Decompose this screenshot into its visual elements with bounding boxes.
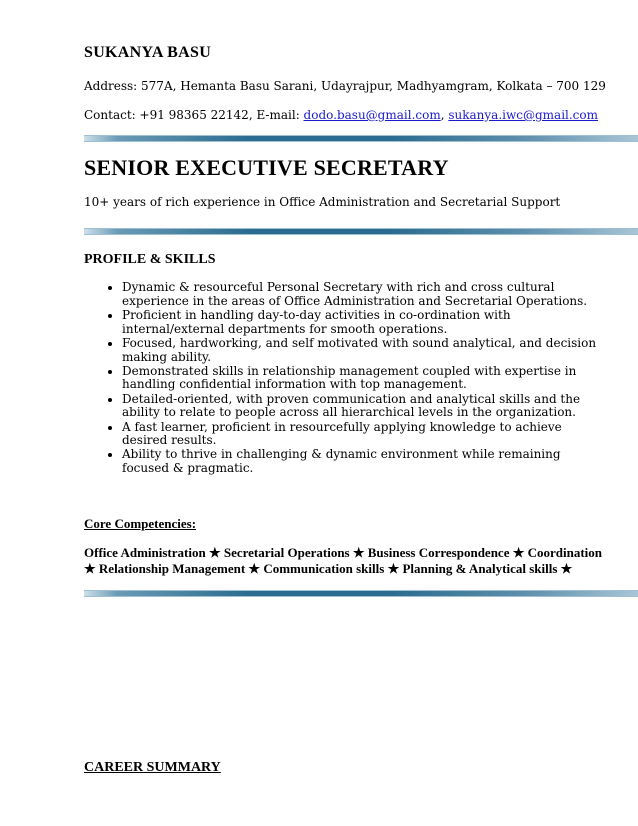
skill-item: • Proficient in handling day-to-day activities in co-ordination with internal/external departments for smooth operations. bbox=[122, 309, 602, 336]
competency-item: Business Correspondence bbox=[367, 545, 510, 560]
competency-item: Communication skills bbox=[263, 560, 385, 576]
email-separator: , bbox=[440, 108, 449, 122]
address-line: Address: 577A, Hemanta Basu Sarani, Udayrajpur, Madhyamgram, Kolkata – 700 129 bbox=[84, 79, 606, 93]
star-icon: ★ bbox=[512, 545, 525, 560]
section-divider bbox=[84, 135, 638, 142]
star-icon: ★ bbox=[560, 560, 573, 576]
competency-item: Secretarial Operations bbox=[223, 545, 350, 560]
skill-item: • Ability to thrive in challenging & dynamic environment while remaining focused & pragmatic. bbox=[122, 448, 602, 475]
star-icon: ★ bbox=[84, 560, 96, 576]
profile-section-title: PROFILE & SKILLS bbox=[84, 252, 216, 267]
email-link-primary[interactable]: dodo.basu@gmail.com bbox=[303, 108, 441, 122]
section-divider bbox=[84, 228, 638, 235]
skills-list bbox=[84, 281, 602, 476]
section-divider bbox=[84, 590, 638, 597]
star-icon: ★ bbox=[352, 545, 365, 560]
contact-line bbox=[84, 108, 598, 122]
candidate-name: SUKANYA BASU bbox=[84, 44, 212, 61]
star-icon: ★ bbox=[387, 560, 400, 576]
competency-item: Office Administration bbox=[84, 545, 206, 560]
contact-prefix: Contact: +91 98365 22142, E-mail: bbox=[84, 108, 304, 122]
core-competencies-title: Core Competencies: bbox=[84, 516, 197, 531]
skill-item: • Detailed-oriented, with proven communication and analytical skills and the ability to relate to people across all hierarchical levels in the organization. bbox=[122, 393, 602, 420]
competency-item: Planning & Analytical skills bbox=[402, 560, 558, 576]
headline-title: SENIOR EXECUTIVE SECRETARY bbox=[84, 155, 449, 180]
career-summary-title: CAREER SUMMARY bbox=[84, 760, 221, 775]
skill-item: • Demonstrated skills in relationship management coupled with expertise in handling confidential information with top management. bbox=[122, 365, 602, 392]
skill-item: • A fast learner, proficient in resourcefully applying knowledge to achieve desired results. bbox=[122, 421, 602, 448]
competency-item: Relationship Management bbox=[98, 560, 246, 576]
core-competencies-list bbox=[84, 545, 604, 576]
star-icon: ★ bbox=[208, 545, 221, 560]
headline-summary: 10+ years of rich experience in Office Administration and Secretarial Support bbox=[84, 195, 561, 209]
star-icon: ★ bbox=[248, 560, 261, 576]
skill-item: • Dynamic & resourceful Personal Secretary with rich and cross cultural experience in the areas of Office Administration and Secretarial Operations. bbox=[122, 281, 602, 308]
competency-item: Coordination bbox=[527, 545, 603, 560]
skill-item: • Focused, hardworking, and self motivated with sound analytical, and decision making ability. bbox=[122, 337, 602, 364]
email-link-secondary[interactable]: sukanya.iwc@gmail.com bbox=[448, 108, 599, 122]
